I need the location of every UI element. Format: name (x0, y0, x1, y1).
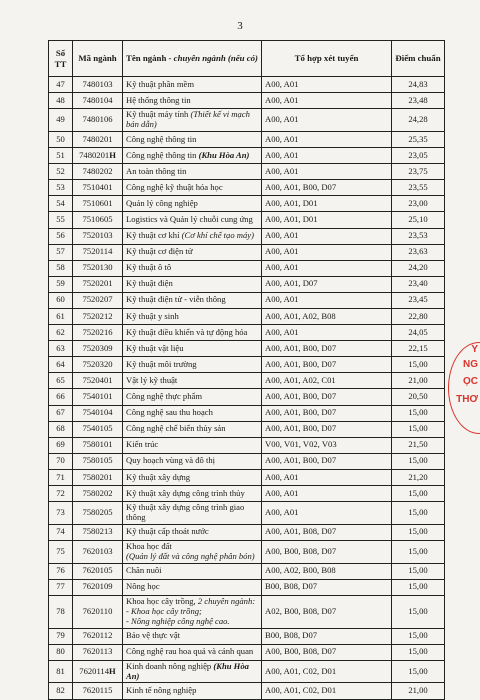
row-code: 7480106 (73, 109, 123, 132)
row-name-text: Vật lý kỹ thuật (126, 374, 178, 385)
table-row (49, 502, 445, 525)
row-stt: 68 (49, 421, 73, 437)
row-stt: 81 (49, 660, 73, 683)
row-combo: A00, A01, B00, D07 (262, 389, 392, 405)
row-score: 23,00 (392, 196, 445, 212)
row-name (123, 421, 262, 437)
row-score: 21,50 (392, 437, 445, 453)
row-combo: A00, A01, B00, D07 (262, 180, 392, 196)
row-score: 15,00 (392, 540, 445, 563)
row-combo: A00, A01 (262, 486, 392, 502)
row-stt: 77 (49, 579, 73, 595)
header-name-italic: chuyên ngành (nếu có) (173, 53, 258, 64)
row-stt: 70 (49, 453, 73, 469)
row-name-text: Khoa học cây trồng, (126, 595, 198, 606)
row-score: 23,53 (392, 228, 445, 244)
row-name-text: Kỹ thuật xây dựng công trình giao thông (126, 502, 245, 522)
row-stt: 67 (49, 405, 73, 421)
table-row (49, 164, 445, 180)
row-code: 7520320 (73, 357, 123, 373)
row-score: 15,00 (392, 660, 445, 683)
table-row (49, 212, 445, 228)
row-name (123, 244, 262, 260)
row-name-text: Kỹ thuật vật liệu (126, 342, 184, 353)
row-name-text: Kỹ thuật xây dựng (126, 471, 191, 482)
table-row (49, 437, 445, 453)
row-code (73, 660, 123, 683)
table-row (49, 683, 445, 699)
row-stt: 76 (49, 563, 73, 579)
row-name-text: Chăn nuôi (126, 565, 162, 576)
row-name (123, 595, 262, 628)
row-code: 7540104 (73, 405, 123, 421)
row-code: 7520216 (73, 325, 123, 341)
row-name (123, 502, 262, 525)
row-stt: 65 (49, 373, 73, 389)
table-row (49, 244, 445, 260)
row-name (123, 683, 262, 699)
row-name (123, 325, 262, 341)
row-code: 7580202 (73, 486, 123, 502)
table-row (49, 260, 445, 276)
row-score: 20,50 (392, 389, 445, 405)
table-row (49, 292, 445, 308)
row-stt: 48 (49, 93, 73, 109)
row-combo: A00, A01, B00, D07 (262, 453, 392, 469)
row-name-note: (Thiết kế vi mạch bán dẫn) (126, 109, 250, 130)
row-combo: A00, A01, C02, D01 (262, 660, 392, 683)
table-row (49, 77, 445, 93)
header-combo: Tổ hợp xét tuyển (262, 41, 392, 77)
row-code: 7580101 (73, 437, 123, 453)
row-name (123, 660, 262, 683)
row-name (123, 524, 262, 540)
table-row (49, 486, 445, 502)
row-score: 24,05 (392, 325, 445, 341)
row-name-text: Kiến trúc (126, 439, 159, 450)
row-combo: A00, A01, C02, D01 (262, 683, 392, 699)
row-name-text: Công nghệ kỹ thuật hóa học (126, 181, 223, 192)
row-name (123, 276, 262, 292)
row-combo: A00, A01 (262, 93, 392, 109)
row-name-text: Quản lý công nghiệp (126, 197, 198, 208)
table-row (49, 325, 445, 341)
table-row (49, 628, 445, 644)
row-code: 7540105 (73, 421, 123, 437)
row-name-text: Kinh doanh nông nghiệp (126, 660, 214, 671)
row-name (123, 77, 262, 93)
seal-text-2: NG (463, 359, 478, 370)
row-stt: 73 (49, 502, 73, 525)
row-name (123, 260, 262, 276)
row-name-text: Khoa học đất (126, 540, 172, 551)
table-row (49, 405, 445, 421)
row-combo: A00, A01, B00, D07 (262, 405, 392, 421)
row-combo: B00, B08, D07 (262, 628, 392, 644)
row-name (123, 93, 262, 109)
table-row (49, 109, 445, 132)
row-name (123, 109, 262, 132)
row-name (123, 292, 262, 308)
row-stt: 80 (49, 644, 73, 660)
row-combo: V00, V01, V02, V03 (262, 437, 392, 453)
header-name (123, 41, 262, 77)
row-stt: 53 (49, 180, 73, 196)
row-score: 23,75 (392, 164, 445, 180)
row-stt: 74 (49, 524, 73, 540)
row-name (123, 228, 262, 244)
row-name-text: Nông học (126, 581, 160, 592)
row-score: 15,00 (392, 405, 445, 421)
row-code: 7480202 (73, 164, 123, 180)
row-name-text: Quy hoạch vùng và đô thị (126, 455, 216, 466)
row-code: 7520401 (73, 373, 123, 389)
row-combo: A00, A01, B00, D07 (262, 357, 392, 373)
table-row (49, 524, 445, 540)
row-combo: A00, A01, B00, D07 (262, 421, 392, 437)
row-name (123, 486, 262, 502)
row-code: 7520309 (73, 341, 123, 357)
row-stt: 50 (49, 131, 73, 147)
row-combo: A00, B00, B08, D07 (262, 644, 392, 660)
row-score: 15,00 (392, 563, 445, 579)
table-row (49, 563, 445, 579)
row-code: 7510401 (73, 180, 123, 196)
row-name (123, 405, 262, 421)
table-row (49, 93, 445, 109)
row-name-note: (Khu Hòa An) (126, 660, 249, 681)
row-name-text: Bảo vệ thực vật (126, 630, 181, 641)
row-stt: 69 (49, 437, 73, 453)
row-score: 23,48 (392, 93, 445, 109)
row-name (123, 563, 262, 579)
row-stt: 51 (49, 148, 73, 164)
row-score: 15,00 (392, 644, 445, 660)
row-combo: A00, A01 (262, 325, 392, 341)
table-row (49, 453, 445, 469)
row-name (123, 164, 262, 180)
row-stt: 56 (49, 228, 73, 244)
row-name-text: Kỹ thuật cấp thoát nước (126, 526, 209, 537)
row-stt: 72 (49, 486, 73, 502)
row-stt: 78 (49, 595, 73, 628)
row-name-text: Kỹ thuật phần mềm (126, 78, 195, 89)
row-stt: 52 (49, 164, 73, 180)
table-row (49, 341, 445, 357)
row-name-note: 2 chuyên ngành: (197, 595, 256, 606)
row-combo: A00, A01 (262, 502, 392, 525)
row-score: 24,28 (392, 109, 445, 132)
row-name (123, 131, 262, 147)
table-row (49, 308, 445, 324)
row-combo: A00, A01 (262, 244, 392, 260)
row-name-text: Kỹ thuật xây dựng công trình thủy (126, 487, 245, 498)
row-combo: A00, A02, B00, B08 (262, 563, 392, 579)
row-name (123, 453, 262, 469)
row-code: 7580205 (73, 502, 123, 525)
header-stt: Số TT (49, 41, 73, 77)
table-row (49, 540, 445, 563)
seal-text-3: ỌC (463, 376, 478, 387)
row-stt: 66 (49, 389, 73, 405)
row-score: 22,80 (392, 308, 445, 324)
admission-score-table (48, 40, 445, 700)
row-name (123, 469, 262, 485)
row-score: 15,00 (392, 421, 445, 437)
row-combo: A02, B00, B08, D07 (262, 595, 392, 628)
seal-text-1: Y (471, 344, 478, 355)
row-name (123, 148, 262, 164)
row-name-text: Kỹ thuật máy tính (126, 109, 191, 120)
row-score: 24,83 (392, 77, 445, 93)
row-name-note: (Quản lý đất và công nghệ phân bón) (126, 550, 255, 561)
row-combo: A00, A01, D01 (262, 212, 392, 228)
row-name-note: (Khu Hòa An) (198, 149, 250, 160)
row-score: 15,00 (392, 357, 445, 373)
table-row (49, 389, 445, 405)
row-name (123, 437, 262, 453)
row-score: 15,00 (392, 502, 445, 525)
row-combo: A00, A01 (262, 109, 392, 132)
row-score: 21,20 (392, 469, 445, 485)
table-row (49, 469, 445, 485)
row-code-text: 7620114 (79, 665, 110, 676)
row-name-text: Công nghệ chế biến thủy sản (126, 423, 226, 434)
row-name (123, 357, 262, 373)
row-code-suffix: H (109, 665, 116, 676)
row-name-text: Công nghệ thông tin (126, 133, 197, 144)
row-name-text: Kỹ thuật điện tử - viễn thông (126, 294, 226, 305)
row-combo: A00, A01 (262, 260, 392, 276)
row-combo: A00, A01 (262, 469, 392, 485)
row-code: 7620113 (73, 644, 123, 660)
row-score: 15,00 (392, 628, 445, 644)
row-name-text: Công nghệ rau hoa quả và cảnh quan (126, 646, 254, 657)
row-name (123, 644, 262, 660)
row-code: 7480201 (73, 131, 123, 147)
row-combo: A00, A01, B00, D07 (262, 341, 392, 357)
row-code: 7480104 (73, 93, 123, 109)
header-name-main: Tên ngành - (126, 53, 174, 64)
row-code: 7580105 (73, 453, 123, 469)
row-code: 7620109 (73, 579, 123, 595)
row-stt: 62 (49, 325, 73, 341)
red-seal-stamp (458, 342, 480, 432)
row-combo: A00, A01, A02, C01 (262, 373, 392, 389)
row-code: 7620110 (73, 595, 123, 628)
row-code-suffix: H (109, 149, 116, 160)
row-combo: A00, A01 (262, 292, 392, 308)
page-number: 3 (237, 20, 243, 32)
row-name-text: Kỹ thuật y sinh (126, 310, 179, 321)
row-score: 23,05 (392, 148, 445, 164)
row-combo: A00, B00, B08, D07 (262, 540, 392, 563)
row-code: 7520114 (73, 244, 123, 260)
row-score: 21,00 (392, 373, 445, 389)
row-score: 25,10 (392, 212, 445, 228)
row-name (123, 180, 262, 196)
row-name-text: Kinh tế nông nghiệp (126, 685, 197, 696)
row-score: 23,55 (392, 180, 445, 196)
row-code: 7620112 (73, 628, 123, 644)
table-header-row (49, 41, 445, 77)
table-row (49, 131, 445, 147)
row-code: 7520212 (73, 308, 123, 324)
table-row (49, 228, 445, 244)
row-stt: 49 (49, 109, 73, 132)
row-score: 25,35 (392, 131, 445, 147)
row-combo: A00, A01, D01 (262, 196, 392, 212)
table-row (49, 421, 445, 437)
row-score: 21,00 (392, 683, 445, 699)
row-code: 7620105 (73, 563, 123, 579)
row-name (123, 628, 262, 644)
row-name-text: Kỹ thuật môi trường (126, 358, 197, 369)
header-score: Điểm chuẩn (392, 41, 445, 77)
row-stt: 75 (49, 540, 73, 563)
row-name (123, 308, 262, 324)
row-name (123, 579, 262, 595)
row-name-text: Kỹ thuật điện (126, 278, 173, 289)
row-name-text: Công nghệ sau thu hoạch (126, 407, 213, 418)
table-row (49, 180, 445, 196)
row-name-subline: - Nông nghiệp công nghệ cao. (126, 615, 230, 626)
table-row (49, 276, 445, 292)
row-code: 7540101 (73, 389, 123, 405)
row-score: 15,00 (392, 453, 445, 469)
row-code: 7510605 (73, 212, 123, 228)
row-score: 15,00 (392, 524, 445, 540)
row-stt: 82 (49, 683, 73, 699)
row-code: 7520201 (73, 276, 123, 292)
row-code: 7580213 (73, 524, 123, 540)
row-code: 7520103 (73, 228, 123, 244)
row-stt: 64 (49, 357, 73, 373)
row-name (123, 341, 262, 357)
row-stt: 79 (49, 628, 73, 644)
row-score: 15,00 (392, 595, 445, 628)
row-name (123, 212, 262, 228)
row-stt: 63 (49, 341, 73, 357)
row-combo: A00, A01 (262, 164, 392, 180)
row-combo: A00, A01, D07 (262, 276, 392, 292)
row-code: 7520207 (73, 292, 123, 308)
row-stt: 55 (49, 212, 73, 228)
row-code (73, 148, 123, 164)
row-name (123, 540, 262, 563)
row-name-text: Kỹ thuật cơ khí (126, 230, 182, 241)
table-row (49, 579, 445, 595)
row-score: 23,40 (392, 276, 445, 292)
seal-text-4: THƠ (456, 394, 478, 405)
row-code: 7480103 (73, 77, 123, 93)
row-score: 23,45 (392, 292, 445, 308)
table-row (49, 660, 445, 683)
row-stt: 57 (49, 244, 73, 260)
row-name-text: Kỹ thuật điều khiển và tự động hóa (126, 326, 248, 337)
row-code: 7520130 (73, 260, 123, 276)
row-combo: A00, A01 (262, 131, 392, 147)
row-code: 7510601 (73, 196, 123, 212)
row-stt: 59 (49, 276, 73, 292)
row-stt: 47 (49, 77, 73, 93)
row-stt: 61 (49, 308, 73, 324)
row-name-text: Kỹ thuật ô tô (126, 262, 172, 273)
row-name (123, 389, 262, 405)
row-name-text: Công nghệ thông tin (126, 149, 199, 160)
row-code: 7580201 (73, 469, 123, 485)
row-stt: 71 (49, 469, 73, 485)
row-score: 22,15 (392, 341, 445, 357)
row-name (123, 373, 262, 389)
row-score: 15,00 (392, 486, 445, 502)
row-score: 15,00 (392, 579, 445, 595)
table-row (49, 644, 445, 660)
table-row (49, 196, 445, 212)
row-combo: A00, A01 (262, 148, 392, 164)
row-score: 24,20 (392, 260, 445, 276)
row-name-text: Logistics và Quản lý chuỗi cung ứng (126, 214, 253, 225)
row-score: 23,63 (392, 244, 445, 260)
row-name-subline: - Khoa học cây trồng; (126, 605, 202, 616)
row-code-text: 7480201 (79, 149, 110, 160)
row-name-text: Công nghệ thực phẩm (126, 391, 203, 402)
row-code: 7620115 (73, 683, 123, 699)
row-name-note: (Cơ khí chế tạo máy) (181, 230, 254, 241)
row-name (123, 196, 262, 212)
table-row (49, 595, 445, 628)
row-name-text: Hệ thống thông tin (126, 94, 191, 105)
table-row (49, 148, 445, 164)
row-combo: A00, A01 (262, 228, 392, 244)
row-combo: B00, B08, D07 (262, 579, 392, 595)
row-code: 7620103 (73, 540, 123, 563)
row-name-text: Kỹ thuật cơ điện tử (126, 246, 193, 257)
row-combo: A00, A01, B08, D07 (262, 524, 392, 540)
row-stt: 58 (49, 260, 73, 276)
table-row (49, 373, 445, 389)
row-combo: A00, A01, A02, B08 (262, 308, 392, 324)
header-code: Mã ngành (73, 41, 123, 77)
row-stt: 54 (49, 196, 73, 212)
row-combo: A00, A01 (262, 77, 392, 93)
row-stt: 60 (49, 292, 73, 308)
table-row (49, 357, 445, 373)
row-name-text: An toàn thông tin (126, 165, 187, 176)
